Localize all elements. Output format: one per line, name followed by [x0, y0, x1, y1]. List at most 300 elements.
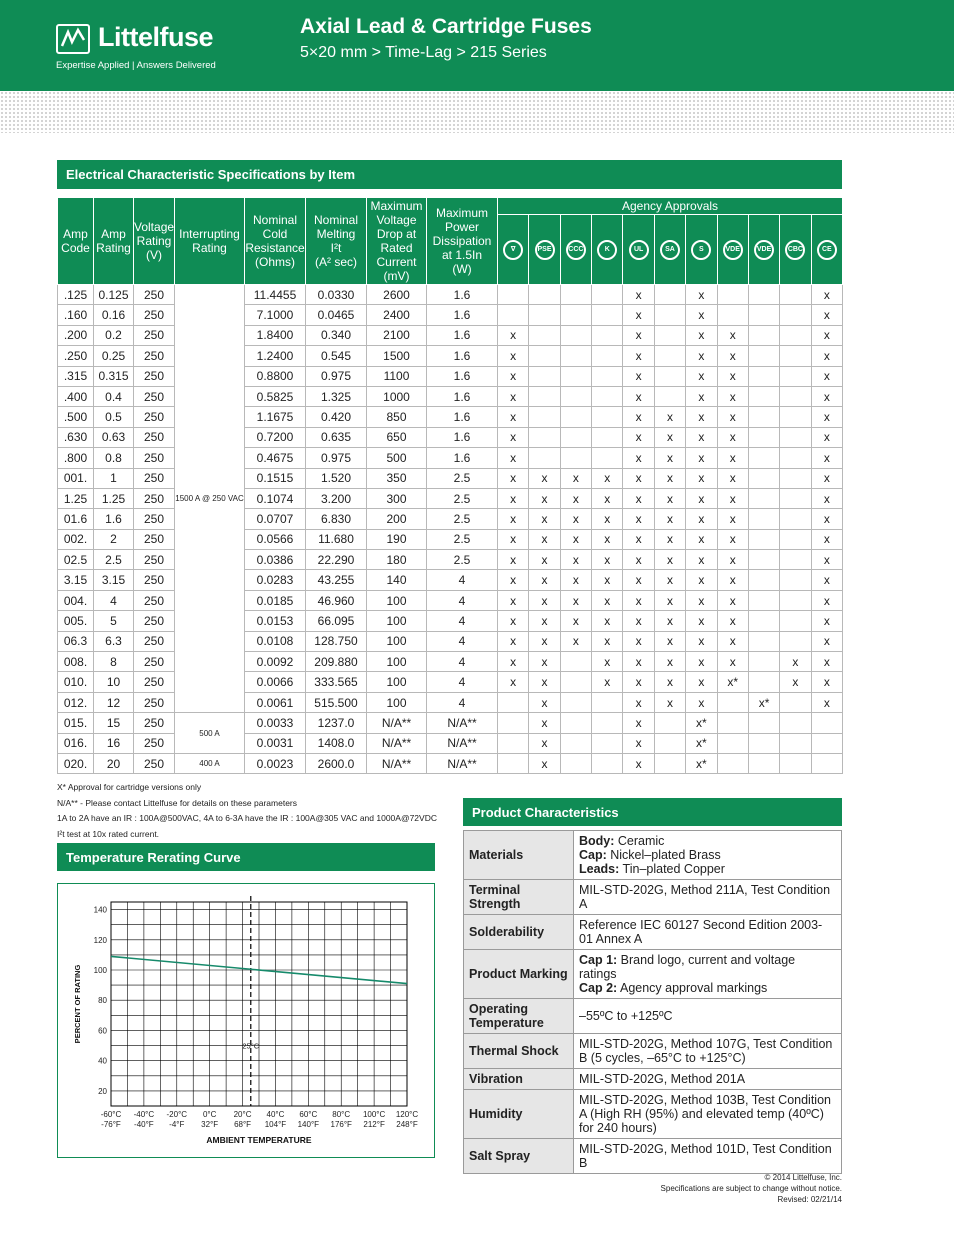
agency-approval-cell: x [623, 570, 654, 590]
power-dissipation-cell: N/A** [427, 753, 498, 773]
cold-resistance-cell: 0.0566 [245, 529, 306, 549]
agency-approval-cell: x [811, 692, 842, 712]
agency-approval-cell: x [498, 550, 529, 570]
power-dissipation-cell: 4 [427, 652, 498, 672]
melting-i2t-cell: 1.325 [306, 386, 367, 406]
x-tick-label-c: 80°C [332, 1110, 351, 1119]
agency-approval-cell: x [623, 346, 654, 366]
product-characteristics-table [463, 830, 842, 1174]
agency-approval-cell: x [529, 672, 560, 692]
melting-i2t-cell: 3.200 [306, 488, 367, 508]
agency-approval-cell [592, 285, 623, 305]
voltage-rating-cell: 250 [134, 488, 175, 508]
agency-approval-cell: x [654, 672, 685, 692]
agency-approval-cell: x [529, 488, 560, 508]
agency-approval-cell [748, 509, 779, 529]
agency-approval-cell: x [717, 468, 748, 488]
agency-approval-cell [560, 407, 591, 427]
voltage-drop-cell: 850 [367, 407, 427, 427]
agency-approval-cell: x [560, 509, 591, 529]
product-value-line [579, 1037, 836, 1065]
footer-notice: Specifications are subject to change without notice. [660, 1184, 842, 1193]
voltage-rating-cell: 250 [134, 611, 175, 631]
vde-tri-icon: ∇ [503, 240, 523, 260]
agency-approval-cell: x [780, 672, 811, 692]
amp-code-cell: 3.15 [58, 570, 94, 590]
agency-approval-cell: x [654, 631, 685, 651]
agency-approval-cell: x [529, 611, 560, 631]
agency-approval-cell: x [717, 590, 748, 610]
agency-approval-cell: x [811, 611, 842, 631]
agency-approval-cell [654, 325, 685, 345]
voltage-rating-cell: 250 [134, 468, 175, 488]
voltage-drop-cell: 1500 [367, 346, 427, 366]
voltage-rating-cell: 250 [134, 692, 175, 712]
agency-approval-cell [560, 652, 591, 672]
agency-approval-cell: x [654, 692, 685, 712]
agency-approval-cell: x [686, 509, 717, 529]
agency-approval-cell [654, 346, 685, 366]
agency-approval-cell [592, 733, 623, 753]
melting-i2t-cell: 6.830 [306, 509, 367, 529]
agency-approval-cell [592, 346, 623, 366]
agency-approval-cell: x [592, 509, 623, 529]
amp-code-cell: .400 [58, 386, 94, 406]
melting-i2t-cell: 333.565 [306, 672, 367, 692]
agency-approval-cell: x [717, 570, 748, 590]
melting-i2t-cell: 1237.0 [306, 713, 367, 733]
agency-approval-cell: x* [717, 672, 748, 692]
agency-approval-cell: x [717, 407, 748, 427]
x-tick-label-c: -20°C [166, 1110, 188, 1119]
agency-approval-cell [748, 570, 779, 590]
agency-approval-cell: x [654, 427, 685, 447]
agency-approval-cell [592, 407, 623, 427]
spec-table [57, 197, 843, 774]
amp-code-cell: 020. [58, 753, 94, 773]
agency-approval-cell [748, 753, 779, 773]
agency-approval-cell: x [560, 468, 591, 488]
power-dissipation-cell: 1.6 [427, 427, 498, 447]
agency-approval-cell [717, 753, 748, 773]
agency-approval-cell [498, 733, 529, 753]
product-value [574, 831, 842, 880]
melting-i2t-cell: 0.340 [306, 325, 367, 345]
agency-col-s-mark-icon [686, 215, 717, 285]
table-row [58, 285, 843, 305]
agency-approval-cell: x [560, 529, 591, 549]
agency-approval-cell: x [686, 468, 717, 488]
cold-resistance-cell: 0.0283 [245, 570, 306, 590]
agency-approval-cell: x [592, 672, 623, 692]
agency-approval-cell: x [811, 570, 842, 590]
agency-approval-cell [780, 733, 811, 753]
voltage-drop-cell: 300 [367, 488, 427, 508]
agency-approval-cell [560, 692, 591, 712]
agency-approval-cell: x [686, 448, 717, 468]
agency-approval-cell: x [811, 509, 842, 529]
cold-resistance-cell: 0.7200 [245, 427, 306, 447]
agency-approval-cell: x [623, 753, 654, 773]
agency-approval-cell: x [654, 611, 685, 631]
agency-approval-cell [748, 366, 779, 386]
agency-approval-cell [780, 427, 811, 447]
s-mark-icon: S [691, 240, 711, 260]
agency-approval-cell [592, 305, 623, 325]
agency-approval-cell [748, 325, 779, 345]
agency-approval-cell [748, 407, 779, 427]
col-power-dissipation: Maximum Power Dissipation at 1.5In (W) [427, 198, 498, 285]
agency-approval-cell: x [811, 529, 842, 549]
col-cold-resistance: Nominal Cold Resistance (Ohms) [245, 198, 306, 285]
agency-approval-cell [811, 733, 842, 753]
agency-approval-cell: x [686, 488, 717, 508]
note-ir: 1A to 2A have an IR : 100A@500VAC, 4A to 6-3A have the IR : 100A@305 VAC and 1000A@72VDC [57, 813, 437, 823]
ccc-icon: CCC [566, 240, 586, 260]
agency-approval-cell [560, 325, 591, 345]
voltage-drop-cell: 200 [367, 509, 427, 529]
agency-approval-cell: x [811, 631, 842, 651]
agency-approval-cell: x [529, 468, 560, 488]
product-value-line [579, 1072, 836, 1086]
agency-approval-cell [654, 285, 685, 305]
agency-approval-cell: x [654, 509, 685, 529]
fuse-logo-icon [56, 24, 90, 54]
brand-logo [56, 20, 226, 76]
product-value [574, 1069, 842, 1090]
product-row [464, 915, 842, 950]
cold-resistance-cell: 0.0707 [245, 509, 306, 529]
product-label: Thermal Shock [464, 1034, 574, 1069]
agency-approval-cell: x [623, 448, 654, 468]
agency-approval-cell: x [686, 631, 717, 651]
agency-approval-cell: x [498, 325, 529, 345]
voltage-drop-cell: 100 [367, 672, 427, 692]
agency-approval-cell: x [686, 325, 717, 345]
product-value-text: Reference IEC 60127 Second Edition 2003-01 Annex A [579, 918, 823, 946]
agency-approval-cell [498, 692, 529, 712]
agency-approval-cell: x [811, 672, 842, 692]
agency-approval-cell [529, 386, 560, 406]
col-agency-approvals: Agency Approvals [498, 198, 843, 215]
voltage-drop-cell: 500 [367, 448, 427, 468]
agency-approval-cell [748, 652, 779, 672]
agency-approval-cell: x [717, 652, 748, 672]
agency-approval-cell [780, 509, 811, 529]
amp-rating-cell: 8 [94, 652, 134, 672]
agency-approval-cell: x [623, 427, 654, 447]
agency-approval-cell [780, 448, 811, 468]
agency-approval-cell [811, 713, 842, 733]
agency-approval-cell: x [529, 713, 560, 733]
voltage-drop-cell: 1000 [367, 386, 427, 406]
agency-approval-cell: x [811, 305, 842, 325]
cold-resistance-cell: 0.4675 [245, 448, 306, 468]
agency-col-vde-circle-icon [717, 215, 748, 285]
agency-approval-cell: x [686, 366, 717, 386]
cold-resistance-cell: 1.8400 [245, 325, 306, 345]
product-value-text: MIL-STD-202G, Method 211A, Test Condition A [579, 883, 831, 911]
product-row [464, 1139, 842, 1174]
product-value [574, 880, 842, 915]
product-value-key: Leads: [579, 862, 620, 876]
agency-approval-cell [717, 305, 748, 325]
agency-approval-cell: x [498, 570, 529, 590]
agency-approval-cell [529, 366, 560, 386]
col-interrupting-rating: Interrupting Rating [175, 198, 245, 285]
product-value-key: Cap: [579, 848, 607, 862]
agency-approval-cell [592, 448, 623, 468]
product-value [574, 1090, 842, 1139]
x-tick-label-f: 248°F [396, 1120, 418, 1129]
voltage-drop-cell: 100 [367, 692, 427, 712]
agency-approval-cell: x [529, 590, 560, 610]
agency-approval-cell [560, 305, 591, 325]
agency-approval-cell: x [686, 305, 717, 325]
voltage-drop-cell: 1100 [367, 366, 427, 386]
agency-approval-cell: x [686, 285, 717, 305]
agency-approval-cell: x [529, 550, 560, 570]
product-label: Operating Temperature [464, 999, 574, 1034]
agency-approval-cell [748, 631, 779, 651]
x-tick-label-f: -4°F [169, 1120, 185, 1129]
x-tick-label-f: -40°F [134, 1120, 154, 1129]
note-i2t: I²t test at 10x rated current. [57, 828, 160, 839]
amp-code-cell: 015. [58, 713, 94, 733]
agency-approval-cell: x [592, 529, 623, 549]
y-tick-label: 60 [98, 1026, 107, 1036]
agency-approval-cell: x [654, 570, 685, 590]
product-row [464, 831, 842, 880]
amp-code-cell: 02.5 [58, 550, 94, 570]
melting-i2t-cell: 46.960 [306, 590, 367, 610]
power-dissipation-cell: 2.5 [427, 550, 498, 570]
melting-i2t-cell: 0.420 [306, 407, 367, 427]
agency-approval-cell [654, 733, 685, 753]
y-tick-label: 140 [93, 905, 107, 915]
product-value-line [579, 1142, 836, 1170]
y-tick-label: 120 [93, 935, 107, 945]
agency-approval-cell: x [717, 550, 748, 570]
agency-approval-cell [592, 753, 623, 773]
agency-approval-cell: x [717, 631, 748, 651]
agency-approval-cell: x [592, 631, 623, 651]
agency-approval-cell [811, 753, 842, 773]
x-tick-label-c: 0°C [202, 1110, 217, 1119]
product-value-text: Nickel–plated Brass [606, 848, 721, 862]
amp-rating-cell: 0.16 [94, 305, 134, 325]
amp-rating-cell: 16 [94, 733, 134, 753]
agency-approval-cell: x [529, 529, 560, 549]
agency-approval-cell [560, 386, 591, 406]
voltage-rating-cell: 250 [134, 366, 175, 386]
melting-i2t-cell: 11.680 [306, 529, 367, 549]
product-label: Product Marking [464, 950, 574, 999]
agency-approval-cell: x [717, 346, 748, 366]
amp-rating-cell: 15 [94, 713, 134, 733]
agency-approval-cell [748, 529, 779, 549]
cold-resistance-cell: 0.8800 [245, 366, 306, 386]
amp-code-cell: 004. [58, 590, 94, 610]
melting-i2t-cell: 2600.0 [306, 753, 367, 773]
voltage-drop-cell: 650 [367, 427, 427, 447]
product-label: Solderability [464, 915, 574, 950]
voltage-drop-cell: 140 [367, 570, 427, 590]
agency-approval-cell: x [717, 427, 748, 447]
agency-approval-cell: x [623, 488, 654, 508]
product-row [464, 1034, 842, 1069]
product-value-line [579, 953, 836, 981]
agency-approval-cell: x [592, 611, 623, 631]
melting-i2t-cell: 0.975 [306, 366, 367, 386]
melting-i2t-cell: 0.635 [306, 427, 367, 447]
agency-approval-cell: x [654, 529, 685, 549]
amp-rating-cell: 0.25 [94, 346, 134, 366]
cold-resistance-cell: 0.0092 [245, 652, 306, 672]
note-na: N/A** - Please contact Littelfuse for details on these parameters [57, 797, 298, 808]
product-value [574, 999, 842, 1034]
chart-svg [58, 884, 434, 1157]
agency-approval-cell [654, 753, 685, 773]
spec-section-title: Electrical Characteristic Specifications by Item [57, 160, 842, 189]
agency-approval-cell: x [686, 386, 717, 406]
amp-code-cell: 005. [58, 611, 94, 631]
agency-approval-cell: x [498, 509, 529, 529]
agency-approval-cell [560, 733, 591, 753]
agency-approval-cell [560, 346, 591, 366]
power-dissipation-cell: 2.5 [427, 468, 498, 488]
agency-approval-cell: x [686, 346, 717, 366]
agency-approval-cell: x [560, 488, 591, 508]
agency-approval-cell [748, 386, 779, 406]
agency-approval-cell: x [717, 448, 748, 468]
product-value [574, 1034, 842, 1069]
agency-approval-cell [592, 713, 623, 733]
agency-col-kc-icon [592, 215, 623, 285]
agency-approval-cell: x* [748, 692, 779, 712]
col-voltage-rating: Voltage Rating (V) [134, 198, 175, 285]
product-row [464, 1090, 842, 1139]
agency-approval-cell [780, 570, 811, 590]
table-row [58, 713, 843, 733]
power-dissipation-cell: 1.6 [427, 386, 498, 406]
col-melting-i2t: Nominal Melting I²t (A² sec) [306, 198, 367, 285]
agency-approval-cell: x [623, 509, 654, 529]
x-tick-label-c: 60°C [299, 1110, 318, 1119]
voltage-rating-cell: 250 [134, 590, 175, 610]
cold-resistance-cell: 0.1515 [245, 468, 306, 488]
agency-col-ce-icon [811, 215, 842, 285]
amp-code-cell: 06.3 [58, 631, 94, 651]
agency-approval-cell: x [811, 652, 842, 672]
agency-approval-cell [592, 366, 623, 386]
amp-rating-cell: 6.3 [94, 631, 134, 651]
cold-resistance-cell: 0.0023 [245, 753, 306, 773]
temp-section-title: Temperature Rerating Curve [57, 843, 435, 871]
product-value-line [579, 1009, 836, 1023]
amp-code-cell: .315 [58, 366, 94, 386]
agency-approval-cell [748, 488, 779, 508]
power-dissipation-cell: N/A** [427, 733, 498, 753]
voltage-rating-cell: 250 [134, 448, 175, 468]
power-dissipation-cell: 4 [427, 631, 498, 651]
agency-approval-cell: x [811, 448, 842, 468]
agency-approval-cell: x [498, 590, 529, 610]
agency-approval-cell: x [686, 407, 717, 427]
amp-rating-cell: 0.125 [94, 285, 134, 305]
dot-pattern-band [0, 91, 954, 133]
cold-resistance-cell: 0.5825 [245, 386, 306, 406]
amp-code-cell: 012. [58, 692, 94, 712]
x-tick-label-f: 104°F [264, 1120, 287, 1129]
amp-rating-cell: 0.4 [94, 386, 134, 406]
agency-approval-cell [529, 346, 560, 366]
y-axis-label: PERCENT OF RATING [73, 964, 82, 1044]
agency-approval-cell: x* [686, 713, 717, 733]
product-value-text: Brand logo, current and voltage ratings [579, 953, 796, 981]
agency-approval-cell [654, 305, 685, 325]
x-tick-label-f: 212°F [363, 1120, 385, 1129]
amp-rating-cell: 0.63 [94, 427, 134, 447]
agency-approval-cell: x [623, 672, 654, 692]
product-section-title: Product Characteristics [463, 798, 842, 826]
agency-approval-cell [529, 325, 560, 345]
amp-code-cell: .630 [58, 427, 94, 447]
agency-approval-cell [560, 427, 591, 447]
agency-approval-cell: x [623, 366, 654, 386]
cold-resistance-cell: 0.0185 [245, 590, 306, 610]
agency-approval-cell [498, 713, 529, 733]
y-tick-label: 100 [93, 966, 107, 975]
cold-resistance-cell: 0.0033 [245, 713, 306, 733]
voltage-rating-cell: 250 [134, 733, 175, 753]
melting-i2t-cell: 0.0330 [306, 285, 367, 305]
agency-approval-cell [560, 285, 591, 305]
agency-approval-cell: x [811, 346, 842, 366]
agency-approval-cell [560, 672, 591, 692]
agency-approval-cell: x [498, 407, 529, 427]
voltage-drop-cell: 100 [367, 611, 427, 631]
product-label: Salt Spray [464, 1139, 574, 1174]
amp-rating-cell: 1 [94, 468, 134, 488]
agency-approval-cell [560, 753, 591, 773]
power-dissipation-cell: 1.6 [427, 346, 498, 366]
power-dissipation-cell: N/A** [427, 713, 498, 733]
agency-approval-cell [717, 692, 748, 712]
agency-approval-cell: x [529, 509, 560, 529]
amp-code-cell: 01.6 [58, 509, 94, 529]
agency-approval-cell: x [686, 652, 717, 672]
product-value-line [579, 848, 836, 862]
agency-approval-cell [780, 285, 811, 305]
product-value [574, 915, 842, 950]
agency-approval-cell [780, 468, 811, 488]
agency-approval-cell: x [654, 488, 685, 508]
agency-col-vde-tri-icon [498, 215, 529, 285]
voltage-rating-cell: 250 [134, 652, 175, 672]
agency-approval-cell: x [623, 407, 654, 427]
product-value-key: Cap 1: [579, 953, 618, 967]
agency-approval-cell: x [623, 713, 654, 733]
brand-name: Littelfuse [98, 22, 214, 52]
power-dissipation-cell: 4 [427, 611, 498, 631]
amp-code-cell: 008. [58, 652, 94, 672]
product-value-line [579, 918, 836, 946]
agency-approval-cell [780, 692, 811, 712]
agency-approval-cell: x [498, 448, 529, 468]
agency-approval-cell: x [623, 529, 654, 549]
melting-i2t-cell: 128.750 [306, 631, 367, 651]
